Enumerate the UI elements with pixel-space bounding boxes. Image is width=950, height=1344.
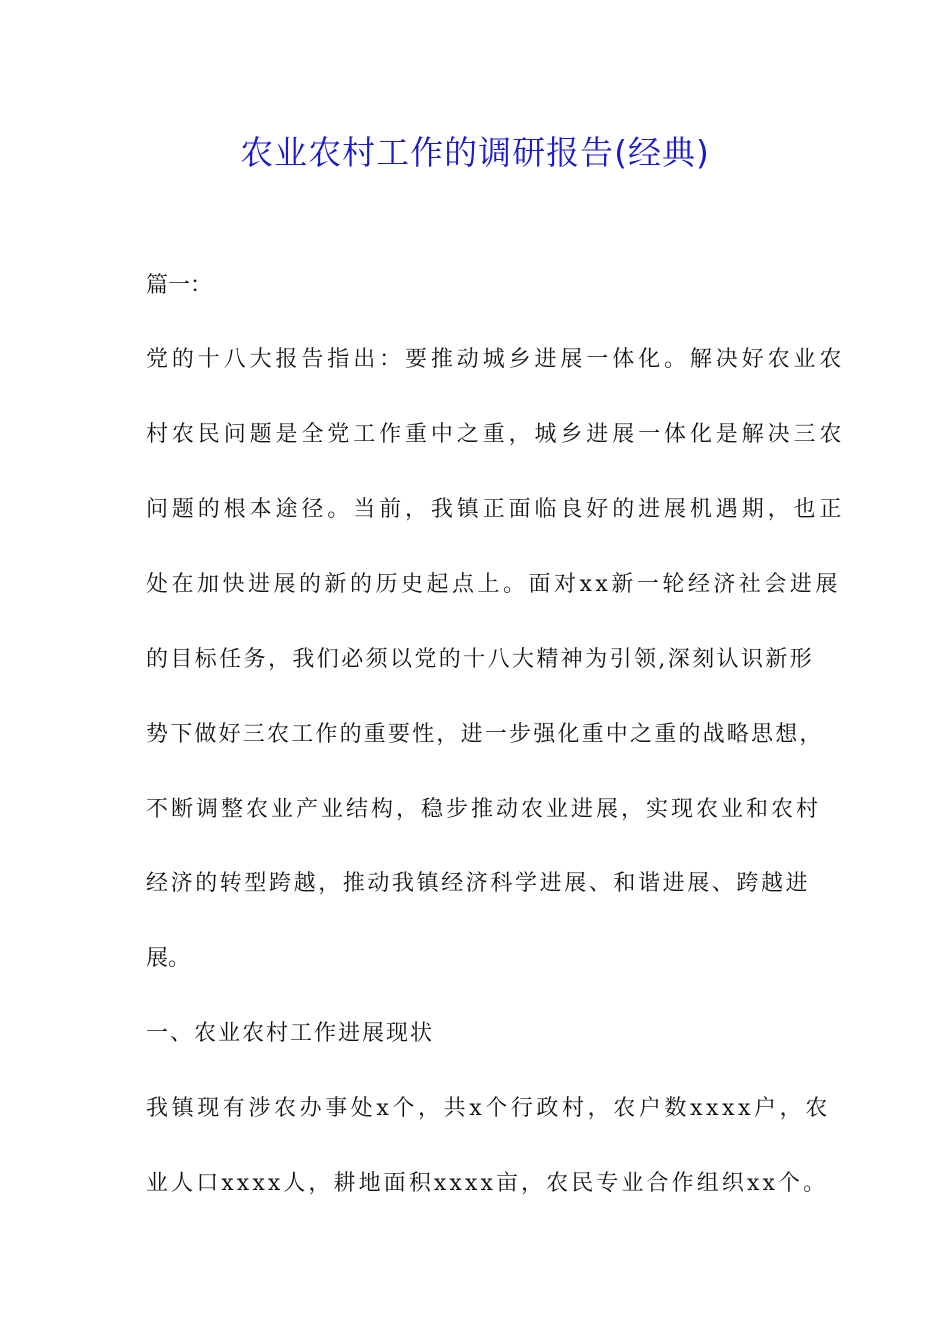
section-label: 篇一： bbox=[146, 273, 213, 298]
paragraph-line: 处在加快进展的新的历史起点上。面对xx新一轮经济社会进展 bbox=[146, 572, 841, 597]
paragraph-line: 经济的转型跨越，推动我镇经济科学进展、和谐进展、跨越进 bbox=[146, 871, 811, 896]
paragraph-line: 展。 bbox=[146, 946, 191, 971]
paragraph-line: 问题的根本途径。当前，我镇正面临良好的进展机遇期，也正 bbox=[146, 497, 846, 522]
paragraph-line: 党的十八大报告指出：要推动城乡进展一体化。解决好农业农 bbox=[146, 347, 846, 372]
paragraph-line: 村农民问题是全党工作重中之重，城乡进展一体化是解决三农 bbox=[146, 422, 846, 447]
section-heading: 一、农业农村工作进展现状 bbox=[146, 1021, 435, 1046]
paragraph-line: 的目标任务，我们必须以党的十八大精神为引领,深刻认识新形 bbox=[146, 647, 815, 672]
paragraph-line: 不断调整农业产业结构，稳步推动农业进展，实现农业和农村 bbox=[146, 797, 822, 822]
paragraph-line: 业人口xxxx人，耕地面积xxxx亩，农民专业合作组织xx个。 bbox=[146, 1171, 829, 1196]
paragraph-line: 我镇现有涉农办事处x个，共x个行政村，农户数xxxx户，农 bbox=[146, 1096, 831, 1121]
document-title: 农业农村工作的调研报告(经典) bbox=[240, 133, 710, 172]
paragraph-line: 势下做好三农工作的重要性，进一步强化重中之重的战略思想， bbox=[146, 722, 824, 747]
